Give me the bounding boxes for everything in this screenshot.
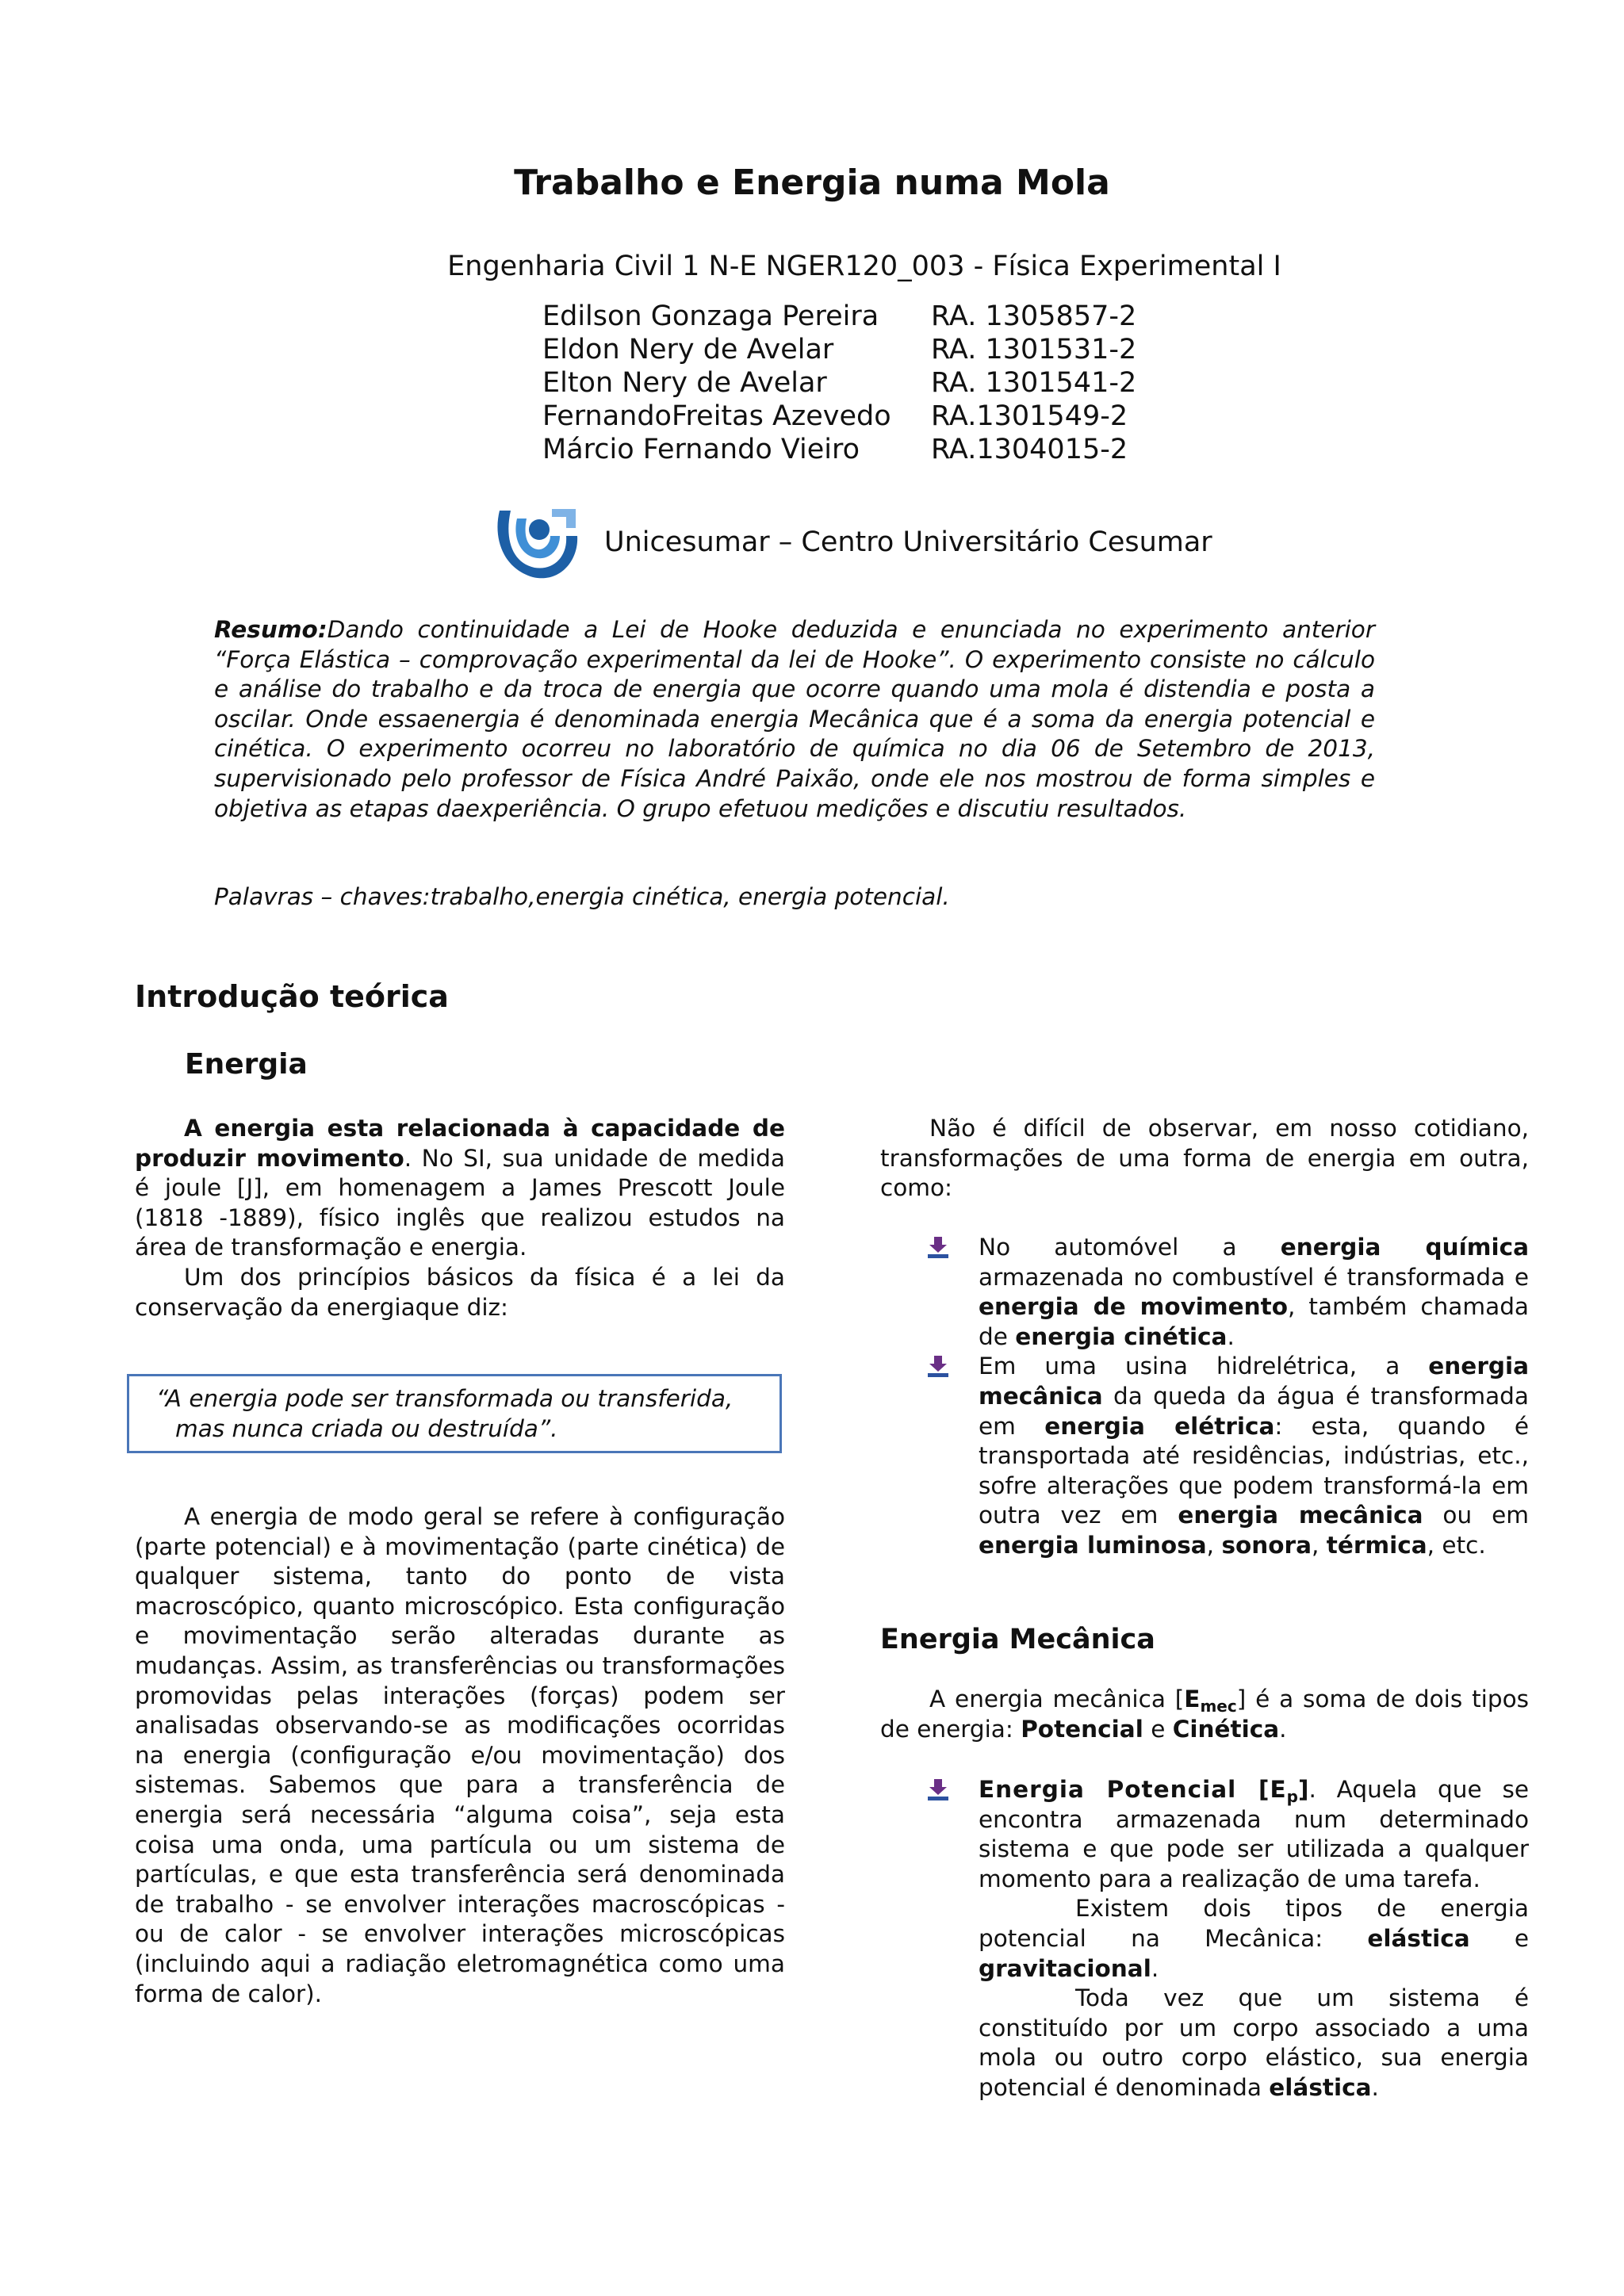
text: . Aquela que se encontra armazenada num determinado sistema e que pode ser utilizada a qualquer momento para a realização de uma tarefa. [979, 1776, 1530, 1892]
bold-term: energia de movimento [979, 1293, 1289, 1321]
bold-term: Cinética [1172, 1715, 1280, 1743]
bold-term: elástica [1367, 1924, 1470, 1952]
author-name: FernandoFreitas Azevedo [542, 400, 891, 432]
text: e [1469, 1924, 1529, 1952]
text: armazenada no combustível é transformada e [979, 1263, 1529, 1291]
list-item [880, 1233, 1529, 1352]
list-item [880, 1352, 1529, 1560]
document-title: Trabalho e Energia numa Mola [514, 163, 1110, 203]
quote-line: “A energia pode ser transformada ou transferida, [156, 1385, 733, 1412]
course-line: Engenharia Civil 1 N-E NGER120_003 - Física Experimental I [447, 251, 1281, 282]
abstract-label: Resumo: [214, 616, 327, 643]
left-column-bottom [135, 1502, 785, 2009]
arrow-bullet-icon [925, 1354, 952, 1378]
author-row [542, 333, 1136, 366]
text: da queda da água é transformada em [979, 1382, 1529, 1440]
bold-term: térmica [1326, 1531, 1427, 1559]
author-row [542, 433, 1136, 466]
paragraph-text: . No SI, sua unidade de medida é joule [J], em homenagem a James Prescott Joule (1818 -1889), físico inglês que realizou estudos na área de transformação e energia. [135, 1144, 785, 1261]
author-name: Elton Nery de Avelar [542, 367, 827, 399]
abstract [214, 615, 1375, 824]
bold-phrase: A energia esta relacionada à capacidade de produzir movimento [135, 1115, 785, 1172]
bold-symbol: E [1184, 1686, 1201, 1712]
bold-term: energia mecânica [1178, 1502, 1423, 1529]
author-name: Edilson Gonzaga Pereira [542, 300, 879, 332]
text: ou em [1423, 1502, 1530, 1529]
text: No automóvel a [979, 1234, 1281, 1261]
bullet-list [880, 1233, 1529, 1561]
text: . [1227, 1322, 1235, 1350]
keywords: Palavras – chaves:trabalho,energia cinética, energia potencial. [214, 883, 950, 910]
author-row [542, 300, 1136, 333]
text: : esta, quando é transportada até residências, indústrias, etc., sofre alterações que podem transformá-la em outra vez em [979, 1412, 1529, 1529]
text: Toda vez que um sistema é constituído por um corpo associado a uma mola ou outro corpo elástico, sua energia potencial é denominada [979, 1984, 1529, 2101]
abstract-text: Dando continuidade a Lei de Hooke deduzida e enunciada no experimento anterior “Força Elástica – comprovação experimental da lei de Hooke”. O experimento consiste no cálculo e análise do trabalho e da troca de energia que ocorre quando uma mola é distendia e posta a oscilar. Onde essaenergia é denominada energia Mecânica que é a soma da energia potencial e cinética. O experimento ocorreu no laboratório de química no dia 06 de Setembro de 2013, supervisionado pelo professor de Física André Paixão, onde ele nos mostrou de forma simples e objetiva as etapas daexperiência. O grupo efetuou medições e discutiu resultados. [214, 616, 1375, 822]
author-row [542, 400, 1136, 433]
text: , [1312, 1531, 1327, 1559]
bold-term: energia química [1280, 1234, 1529, 1261]
paragraph: A energia de modo geral se refere à configuração (parte potencial) e à movimentação (parte cinética) de qualquer sistema, tanto do ponto de vista macroscópico, quanto microscópico. Esta configuração e movimentação serão alteradas durante as mudanças. Assim, as transferências ou transformações promovidas pelas interações (forças) podem ser analisadas observando-se as modificações ocorridas na energia (configuração e/ou movimentação) dos sistemas. Sabemos que para a transferência de energia será necessária “alguma coisa”, seja esta coisa uma onda, uma partícula ou um sistema de partículas, e que esta transferência será denominada de trabalho - se envolver interações macroscópicas - ou de calor - se envolver interações microscópicas (incluindo aqui a radiação eletromagnética como uma forma de calor). [135, 1503, 785, 2007]
paragraph [979, 1894, 1529, 1984]
author-row [542, 366, 1136, 400]
left-column-top [135, 1114, 785, 1322]
section-heading-intro: Introdução teórica [135, 979, 449, 1014]
paragraph: Não é difícil de observar, em nosso cotidiano, transformações de uma forma de energia em outra, como: [880, 1115, 1529, 1202]
text: . [1151, 1954, 1159, 1982]
list-item-text [979, 1775, 1529, 1894]
right-column-mecanica [880, 1685, 1529, 1744]
paragraph [880, 1685, 1529, 1744]
paragraph [979, 1984, 1529, 2103]
text: . [1371, 2073, 1379, 2101]
author-ra: RA. 1301531-2 [931, 334, 1137, 365]
bold-term: energia elétrica [1044, 1412, 1275, 1440]
bold-term: sonora [1221, 1531, 1312, 1559]
subsection-heading-mecanica: Energia Mecânica [880, 1624, 1155, 1655]
institution-name: Unicesumar – Centro Universitário Cesumar [604, 526, 1212, 558]
bold-term: energia mecânica [979, 1353, 1529, 1410]
unicesumar-logo-icon [493, 504, 582, 584]
bold-term: Energia Potencial [E [979, 1776, 1287, 1803]
subscript: mec [1200, 1697, 1237, 1716]
text: e [1143, 1715, 1173, 1743]
text: ] é a soma de dois tipos de energia: [880, 1686, 1529, 1743]
text: , etc. [1427, 1531, 1486, 1559]
list-item-text [979, 1233, 1529, 1352]
bold-term: elástica [1269, 2073, 1372, 2101]
author-ra: RA. 1305857-2 [931, 300, 1137, 332]
arrow-bullet-icon [925, 1235, 952, 1259]
text: . [1279, 1715, 1287, 1743]
subsection-heading-energia: Energia [185, 1048, 308, 1081]
text: , também chamada de [979, 1293, 1529, 1350]
bold-term: ] [1297, 1776, 1309, 1803]
quote-line: mas nunca criada ou destruída”. [175, 1414, 558, 1442]
author-ra: RA.1301549-2 [931, 400, 1128, 432]
list-item-text [979, 1352, 1529, 1560]
text: A energia mecânica [ [929, 1686, 1185, 1712]
right-column-top [880, 1114, 1529, 1203]
bold-term: gravitacional [979, 1954, 1151, 1982]
bold-term: energia cinética [1015, 1322, 1228, 1350]
text: Existem dois tipos de energia potencial na Mecânica: [979, 1895, 1529, 1952]
author-ra: RA.1304015-2 [931, 434, 1128, 465]
text: , [1206, 1531, 1222, 1559]
quote-box [127, 1374, 782, 1453]
author-name: Márcio Fernando Vieiro [542, 434, 860, 465]
subscript: p [1286, 1787, 1298, 1806]
bold-term: energia luminosa [979, 1531, 1207, 1559]
bold-term: Potencial [1021, 1715, 1143, 1743]
text: Em uma usina hidrelétrica, a [979, 1353, 1429, 1380]
bullet-list [880, 1775, 1529, 2103]
author-ra: RA. 1301541-2 [931, 367, 1137, 399]
list-item [880, 1775, 1529, 2103]
paragraph: Um dos princípios básicos da física é a lei da conservação da energiaque diz: [135, 1263, 785, 1321]
paragraph [135, 1114, 785, 1263]
author-name: Eldon Nery de Avelar [542, 334, 834, 365]
arrow-bullet-icon [925, 1777, 952, 1801]
author-list [542, 300, 1136, 466]
